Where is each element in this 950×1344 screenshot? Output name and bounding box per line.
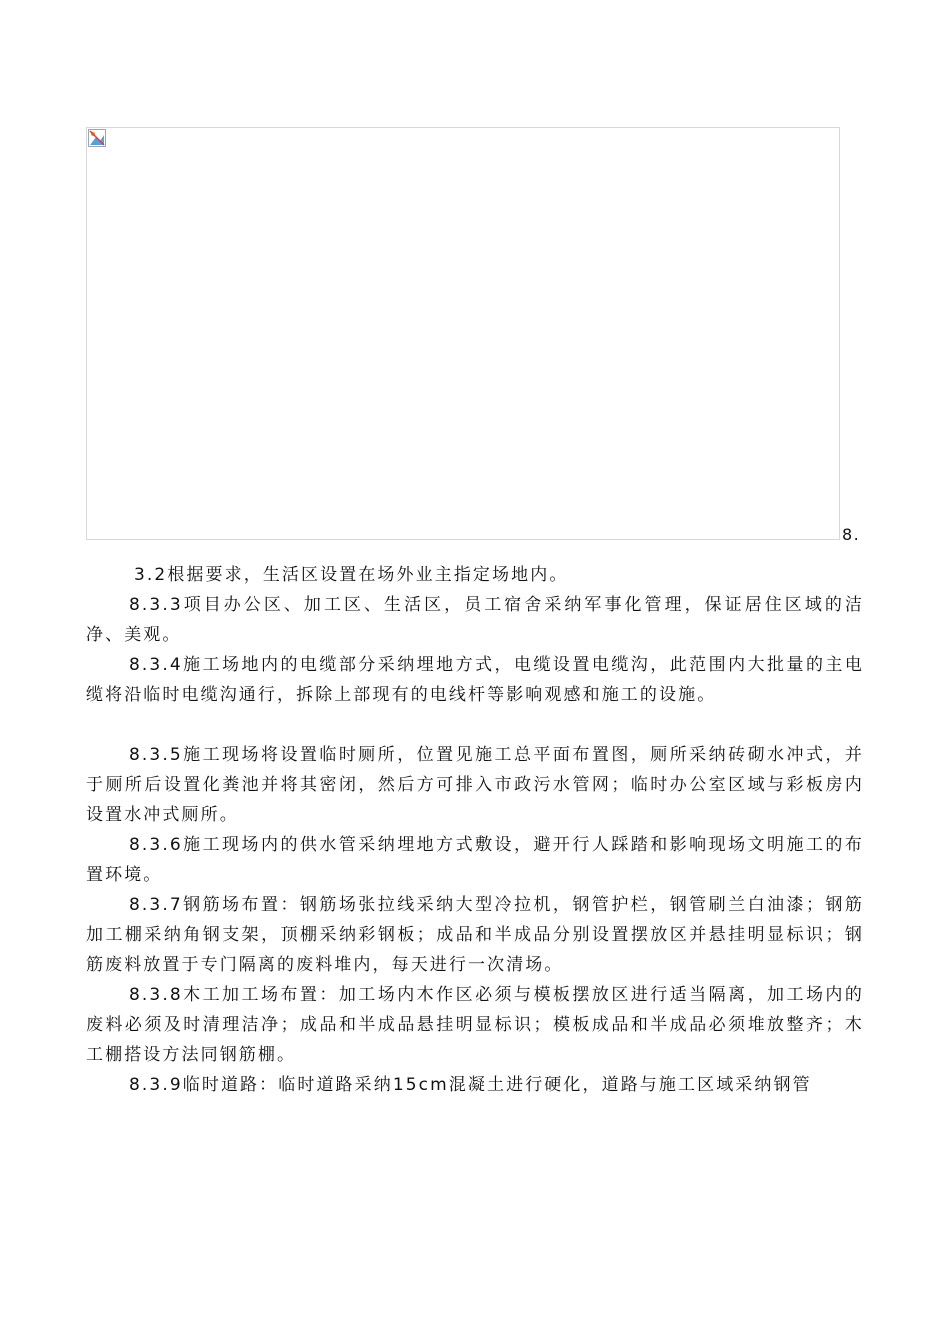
broken-image-icon <box>88 129 106 147</box>
document-body <box>86 560 864 1100</box>
paragraph-8-3-2: 3.2根据要求，生活区设置在场外业主指定场地内。 <box>134 565 569 585</box>
embedded-image-placeholder <box>86 127 840 540</box>
paragraph-8-3-7: 8.3.7钢筋场布置：钢筋场张拉线采纳大型冷拉机，钢管护栏，钢管刷兰白油漆；钢筋加工棚采纳角钢支架，顶棚采纳彩钢板；成品和半成品分别设置摆放区并悬挂明显标识；钢筋废料放置于专门隔离的废料堆内，每天进行一次清场。 <box>86 895 864 975</box>
paragraph-8-3-6: 8.3.6施工现场内的供水管采纳埋地方式敷设，避开行人踩踏和影响现场文明施工的布置环境。 <box>86 835 864 885</box>
paragraph-8-3-3: 8.3.3项目办公区、加工区、生活区，员工宿舍采纳军事化管理，保证居住区域的洁净、美观。 <box>86 595 864 645</box>
blank-line <box>86 710 864 740</box>
paragraph-8-3-8: 8.3.8木工加工场布置：加工场内木作区必须与模板摆放区进行适当隔离，加工场内的废料必须及时清理洁净；成品和半成品悬挂明显标识；模板成品和半成品必须堆放整齐；木工棚搭设方法同钢筋棚。 <box>86 985 864 1065</box>
paragraph-8-3-5: 8.3.5施工现场将设置临时厕所，位置见施工总平面布置图，厕所采纳砖砌水冲式，并于厕所后设置化粪池并将其密闭，然后方可排入市政污水管网；临时办公室区域与彩板房内设置水冲式厕所。 <box>86 745 864 825</box>
paragraph-8-3-9: 8.3.9临时道路：临时道路采纳15cm混凝土进行硬化，道路与施工区域采纳钢管 <box>129 1075 812 1095</box>
paragraph-8-3-4: 8.3.4施工场地内的电缆部分采纳埋地方式，电缆设置电缆沟，此范围内大批量的主电缆将沿临时电缆沟通行，拆除上部现有的电线杆等影响观感和施工的设施。 <box>86 655 864 705</box>
page-number-fragment: 8. <box>842 525 861 544</box>
